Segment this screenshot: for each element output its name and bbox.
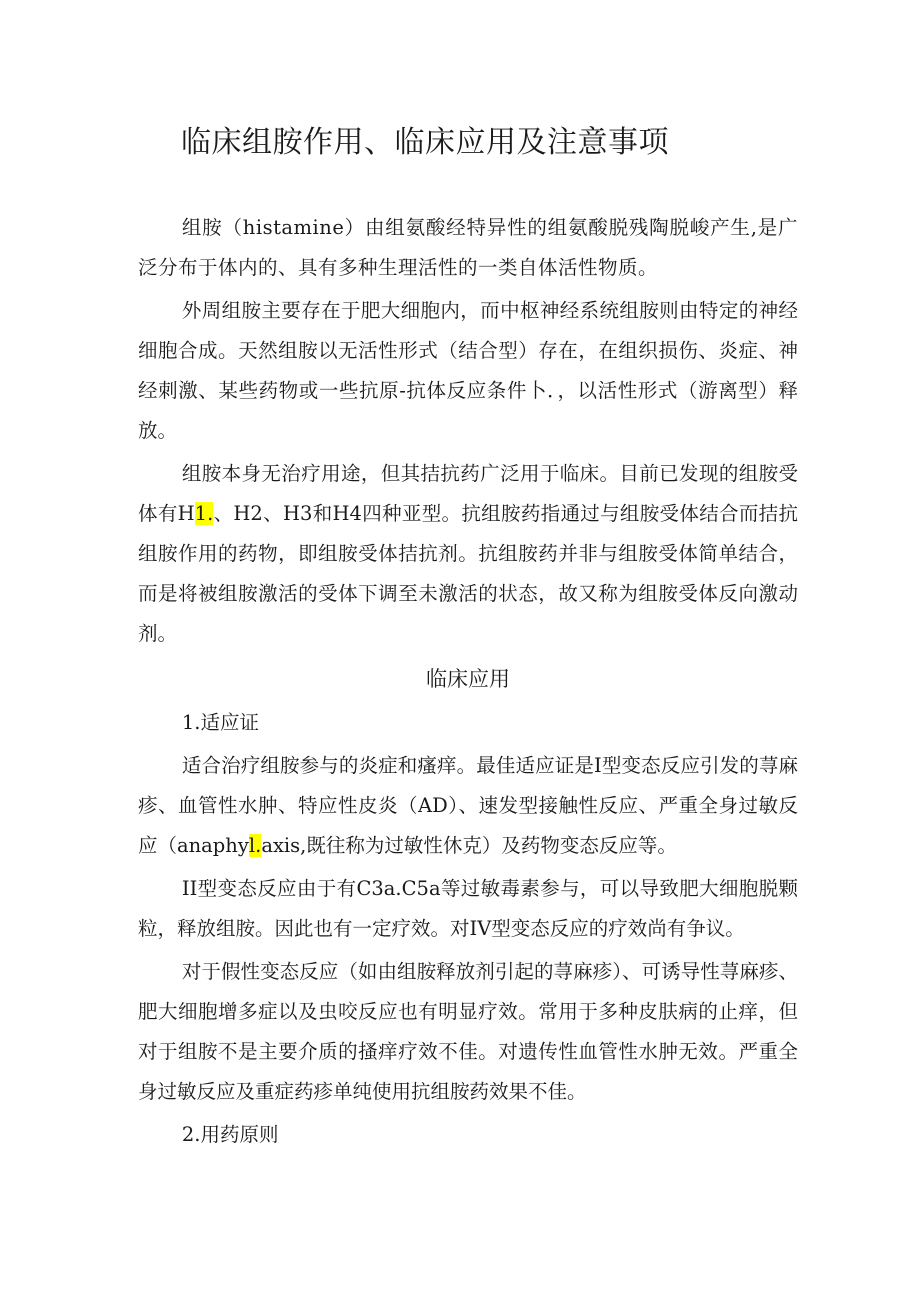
intro-paragraph-2: 外周组胺主要存在于肥大细胞内，而中枢神经系统组胺则由特定的神经细胞合成。天然组胺以无活性形式（结合型）存在，在组织损伤、炎症、神经刺激、某些药物或一些抗原-抗体反应条件卜．，以活性形式（游离型）释放。 <box>138 299 798 442</box>
indications-paragraph-1 <box>138 746 798 866</box>
indications-paragraph-2: II型变态反应由于有C3a.C5a等过敏毒素参与，可以导致肥大细胞脱颗粒，释放组胺。因此也有一定疗效。对IV型变态反应的疗效尚有争议。 <box>138 877 798 940</box>
indications-paragraph-1-text-start: 适合治疗组胺参与的炎症和瘙痒。最佳适应证是I型变态反应引发的荨麻疹、血管性水肿、特应性皮炎（AD）、速发型接触性反应、严重全身过敏反应（anaphy <box>138 754 798 857</box>
list-item-label-1: 1.适应证 <box>181 711 259 734</box>
intro-paragraph-3-text-start: 组胺本身无治疗用途，但其拮抗药广泛用于临床。目前已发现的组胺受体有H <box>138 462 798 525</box>
intro-paragraph-3-text-end: 、H2、H3和H4四种亚型。抗组胺药指通过与组胺受体结合而拮抗组胺作用的药物，即组胺受体拮抗剂。抗组胺药并非与组胺受体简单结合，而是将被组胺激活的受体下调至未激活的状态，故又称为组胺受体反向激动剂。 <box>138 502 798 645</box>
list-item-label-2: 2.用药原则 <box>181 1123 279 1146</box>
intro-paragraph-1: 组胺（histamine）由组氨酸经特异性的组氨酸脱残陶脱峻产生,是广泛分布于体内的、具有多种生理活性的一类自体活性物质。 <box>138 216 798 279</box>
intro-paragraph-3 <box>138 454 798 654</box>
document-title: 临床组胺作用、临床应用及注意事项 <box>181 125 669 160</box>
document-body <box>138 208 798 1155</box>
highlighted-text: 1. <box>194 502 214 525</box>
indications-paragraph-1-text-end: axis,既往称为过敏性休克）及药物变态反应等。 <box>261 834 677 857</box>
highlighted-text: l. <box>248 834 262 857</box>
section-heading: 临床应用 <box>426 667 510 691</box>
indications-paragraph-3: 对于假性变态反应（如由组胺释放剂引起的荨麻疹）、可诱导性荨麻疹、肥大细胞增多症以及虫咬反应也有明显疗效。常用于多种皮肤病的止痒，但对于组胺不是主要介质的搔痒疗效不佳。对遗传性血管性水肿无效。严重全身过敏反应及重症药疹单纯使用抗组胺药效果不佳。 <box>138 960 798 1103</box>
